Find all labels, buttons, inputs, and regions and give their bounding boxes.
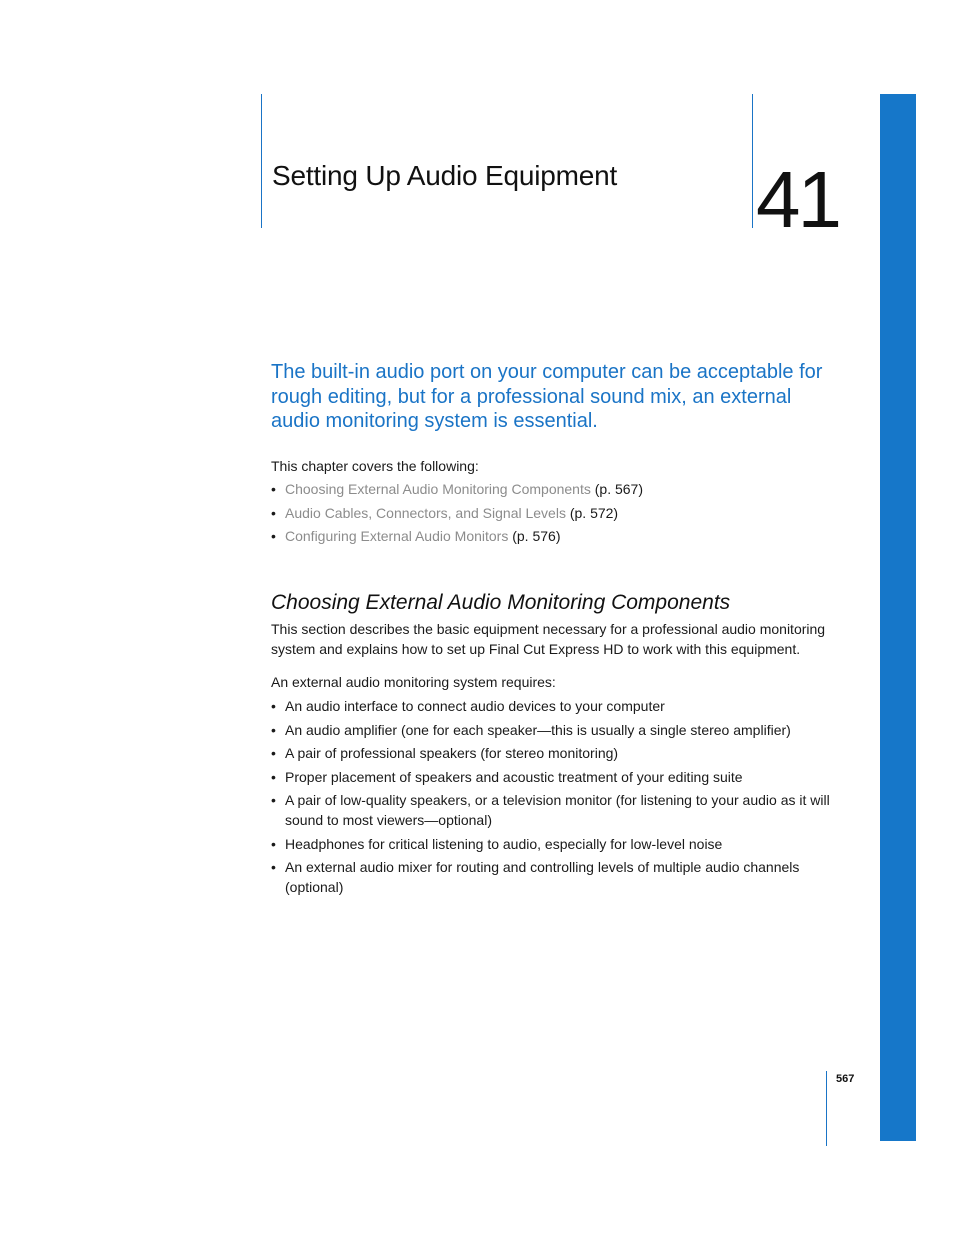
- list-item: [271, 696, 831, 716]
- list-item: [271, 790, 831, 830]
- chapter-title: Setting Up Audio Equipment: [272, 160, 618, 191]
- footer-rule: [826, 1071, 827, 1146]
- toc-item: [271, 503, 831, 523]
- bullet-dot: •: [271, 792, 276, 808]
- list-item: [271, 720, 831, 740]
- chapter-intro: The built-in audio port on your computer can be acceptable for rough editing, but for a professional sound mix, an external audio monitoring system is essential.: [271, 361, 823, 432]
- toc-page-ref: (p. 567): [590, 481, 643, 497]
- list-item-text: A pair of professional speakers (for stereo monitoring): [285, 745, 619, 761]
- list-item-text: An audio amplifier (one for each speaker—this is usually a single stereo amplifier): [285, 721, 791, 738]
- requirements-list: [271, 696, 831, 901]
- bullet-dot: •: [271, 745, 276, 761]
- bullet-dot: •: [271, 768, 276, 785]
- toc-item: [271, 526, 831, 546]
- toc-link-audio-cables[interactable]: Audio Cables, Connectors, and Signal Levels: [285, 504, 566, 521]
- bullet-dot: •: [271, 721, 276, 738]
- list-item-text: An external audio mixer for routing and controlling levels of multiple audio channels (optional): [285, 859, 800, 895]
- section-heading: Choosing External Audio Monitoring Components: [271, 591, 731, 614]
- list-item-text: An audio interface to connect audio devices to your computer: [285, 698, 665, 714]
- bullet-dot: •: [271, 481, 276, 497]
- list-item-text: Headphones for critical listening to audio, especially for low-level noise: [285, 835, 723, 852]
- list-item: [271, 743, 831, 763]
- section-paragraph: This section describes the basic equipment necessary for a professional audio monitoring system and explains how to set up Final Cut Express HD to work with this equipment.: [271, 621, 826, 657]
- chapter-side-tab: [880, 94, 916, 1141]
- toc-page-ref: (p. 576): [508, 528, 561, 544]
- bullet-dot: •: [271, 528, 276, 544]
- bullet-dot: •: [271, 859, 276, 875]
- toc-link-choosing-components[interactable]: Choosing External Audio Monitoring Components: [285, 481, 591, 497]
- list-item: [271, 834, 831, 854]
- toc-list: [271, 479, 831, 550]
- list-item: [271, 857, 831, 897]
- list-item-text: Proper placement of speakers and acoustic treatment of your editing suite: [285, 768, 743, 785]
- bullet-dot: •: [271, 504, 276, 521]
- toc-item: [271, 479, 831, 499]
- chapter-rule-right: [752, 94, 753, 228]
- chapter-number: 41: [756, 155, 839, 244]
- list-item: [271, 767, 831, 787]
- bullet-dot: •: [271, 835, 276, 852]
- toc-link-configuring-monitors[interactable]: Configuring External Audio Monitors: [285, 528, 509, 544]
- covers-label: This chapter covers the following:: [271, 458, 479, 474]
- bullet-dot: •: [271, 698, 276, 714]
- requirements-label: An external audio monitoring system requires:: [271, 674, 556, 690]
- toc-page-ref: (p. 572): [565, 504, 619, 521]
- list-item-text: A pair of low-quality speakers, or a television monitor (for listening to your audio as it will sound to most viewers—optional): [285, 792, 830, 828]
- chapter-rule-left: [261, 94, 262, 228]
- page-number: 567: [836, 1073, 855, 1085]
